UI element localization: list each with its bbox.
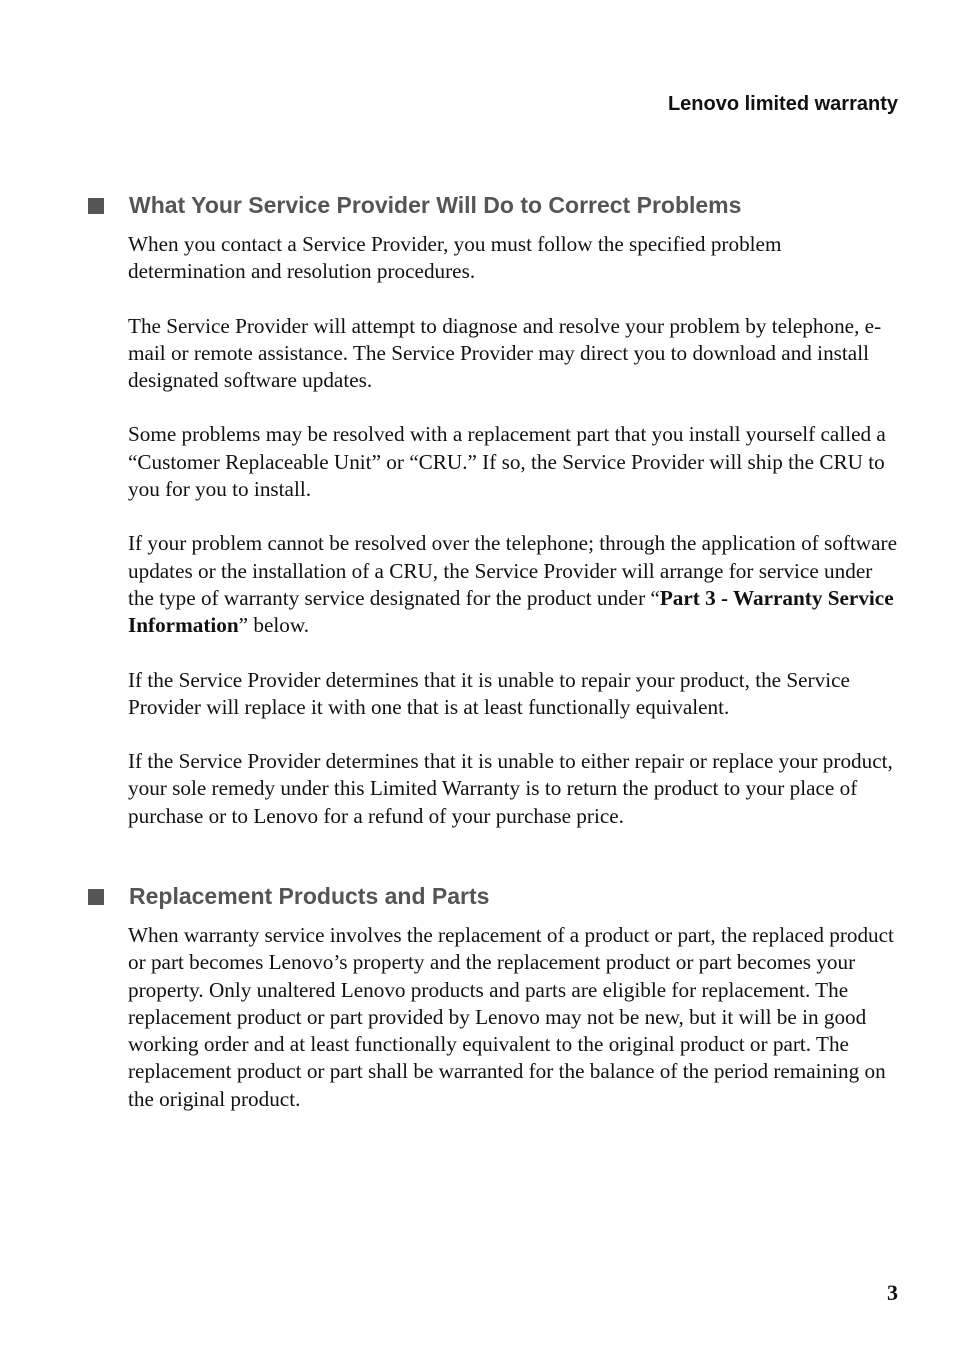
part-reference: Part 3 - Warranty Service Information [128, 585, 894, 638]
paragraph: The Service Provider will attempt to diagnose and resolve your problem by telephone, e-mail or remote assistance. The Service Provider may direct you to download and install designated software updates. [128, 313, 882, 393]
page-number: 3 [887, 1280, 898, 1305]
square-bullet-icon [88, 198, 104, 214]
section-heading-text: What Your Service Provider Will Do to Correct Problems [129, 192, 742, 218]
paragraph: When warranty service involves the replacement of a product or part, the replaced product or part becomes Lenovo’s property and the replacement product or part becomes your property. Only unaltered Lenovo products and parts are eligible for replacement. The replacement product or part provided by Lenovo may not be new, but it will be in good working order and at least functionally equivalent to the original product or part. The replacement product or part shall be warranted for the balance of the period remaining on the original product. [128, 923, 894, 1111]
paragraph: When you contact a Service Provider, you must follow the specified problem determination and resolution procedures. [128, 232, 782, 284]
section-heading-service-provider [88, 192, 741, 219]
square-bullet-icon [88, 889, 104, 905]
section-body-replacement-products [128, 922, 903, 1113]
paragraph-text: If your problem cannot be resolved over the telephone; through the application of software updates or the installation of a CRU, the Service Provider will arrange for service under the type of warranty service designated for the product under “ [128, 531, 897, 610]
running-header: Lenovo limited warranty [667, 93, 898, 115]
section-heading-text: Replacement Products and Parts [129, 883, 490, 909]
paragraph: If the Service Provider determines that it is unable to either repair or replace your product, your sole remedy under this Limited Warranty is to return the product to your place of purchase or to Lenovo for a refund of your purchase price. [128, 749, 893, 828]
paragraph: If the Service Provider determines that it is unable to repair your product, the Service Provider will replace it with one that is at least functionally equivalent. [128, 667, 850, 719]
section-body-service-provider [128, 231, 903, 830]
paragraph-text: ” below. [238, 613, 310, 638]
paragraph [128, 530, 903, 639]
paragraph: Some problems may be resolved with a replacement part that you install yourself called a “Customer Replaceable Unit” or “CRU.” If so, the Service Provider will ship the CRU to you for you to install. [128, 422, 886, 502]
section-heading-replacement-products [88, 883, 489, 910]
